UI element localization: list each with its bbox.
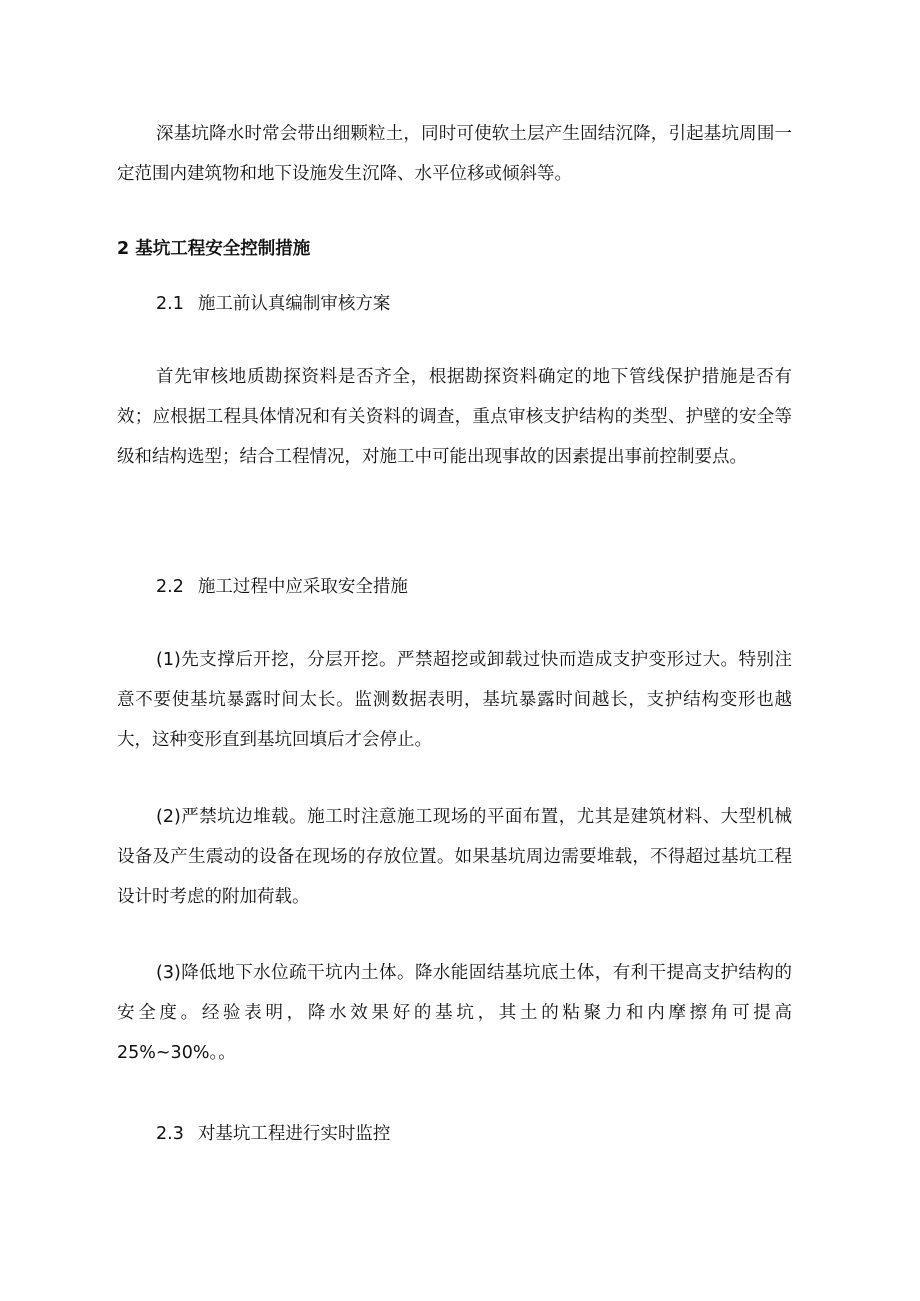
paragraph-settlement [117,114,792,194]
subsection-title: 施工过程中应采取安全措施 [197,577,408,597]
subsection-title: 施工前认真编制审核方案 [197,294,391,314]
subsection-number: 2.3 [156,1124,184,1144]
subsection-number: 2.2 [156,577,184,597]
paragraph-review [117,357,792,477]
subsection-heading-2-1 [117,284,792,324]
subsection-heading-2-3 [117,1114,792,1154]
paragraph-measure-3 [117,953,792,1073]
paragraph-text: 首先审核地质勘探资料是否齐全，根据勘探资料确定的地下管线保护措施是否有效；应根据工程具体情况和有关资料的调查，重点审核支护结构的类型、护壁的安全等级和结构选型；结合工程情况，对施工中可能出现事故的因素提出事前控制要点。 [117,367,792,467]
heading-text: 2 基坑工程安全控制措施 [117,239,311,259]
section-heading-2 [117,229,792,269]
paragraph-text: 深基坑降水时常会带出细颗粒土，同时可使软土层产生固结沉降，引起基坑周围一定范围内建筑物和地下设施发生沉降、水平位移或倾斜等。 [117,124,792,184]
subsection-number: 2.1 [156,294,184,314]
paragraph-text: (1)先支撑后开挖，分层开挖。严禁超挖或卸载过快而造成支护变形过大。特别注意不要使基坑暴露时间太长。监测数据表明，基坑暴露时间越长，支护结构变形也越大，这种变形直到基坑回填后才会停止。 [117,650,792,750]
paragraph-measure-1 [117,640,792,760]
paragraph-text: (3)降低地下水位疏干坑内土体。降水能固结基坑底土体，有利干提高支护结构的安全度。经验表明，降水效果好的基坑，其土的粘聚力和内摩擦角可提高25%~30%。。 [117,963,792,1063]
paragraph-measure-2 [117,797,792,917]
paragraph-text: (2)严禁坑边堆载。施工时注意施工现场的平面布置，尤其是建筑材料、大型机械设备及产生震动的设备在现场的存放位置。如果基坑周边需要堆载，不得超过基坑工程设计时考虑的附加荷载。 [117,807,792,907]
subsection-heading-2-2 [117,567,792,607]
subsection-title: 对基坑工程进行实时监控 [197,1124,391,1144]
